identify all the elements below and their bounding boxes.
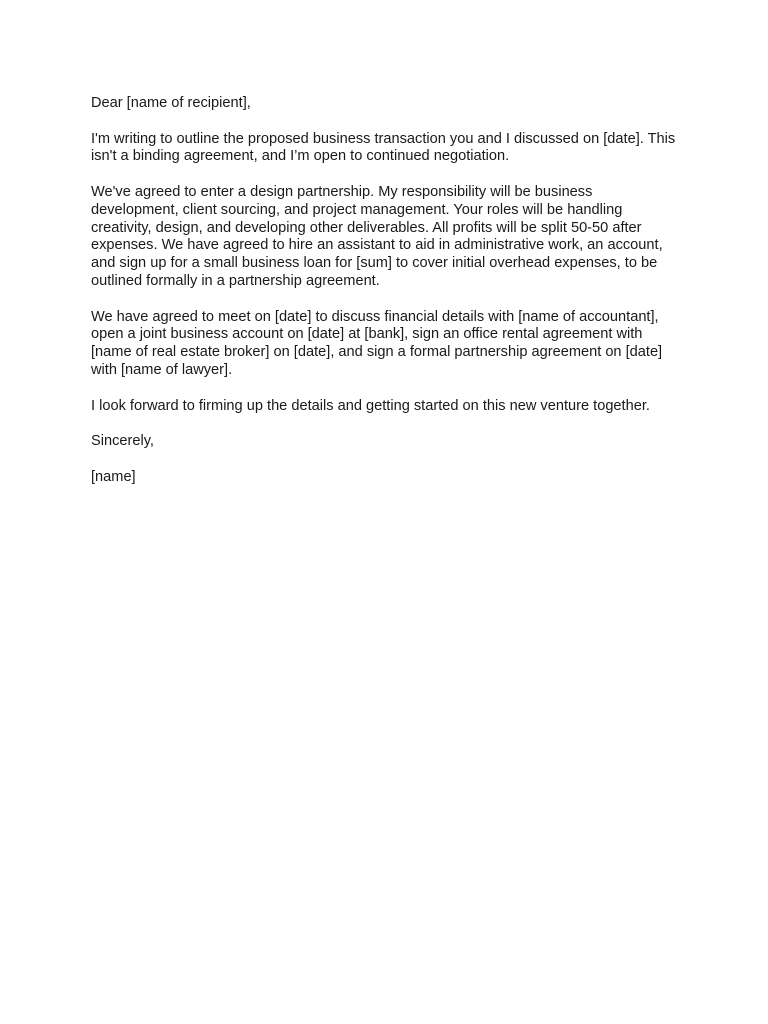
letter-signature: [name] xyxy=(91,468,136,485)
letter-paragraph-partnership: We've agreed to enter a design partnership. My responsibility will be business development, client sourcing, and project management. Your roles will be handling creativity, design, and developing other deliverables. All profits will be split 50-50 after expenses. We have agreed to hire an assistant to aid in administrative work, an account, and sign up for a small business loan for [sum] to cover initial overhead expenses, to be outlined formally in a partnership agreement. xyxy=(91,183,663,289)
letter-closing: Sincerely, xyxy=(91,433,154,450)
letter-body xyxy=(91,95,681,504)
letter-paragraph-closing-remark: I look forward to firming up the details and getting started on this new venture together. xyxy=(91,397,650,414)
letter-salutation: Dear [name of recipient], xyxy=(91,95,251,111)
letter-paragraph-intro: I'm writing to outline the proposed business transaction you and I discussed on [date]. This isn't a binding agreement, and I’m open to continued negotiation. xyxy=(91,130,676,165)
letter-paragraph-meetings: We have agreed to meet on [date] to discuss financial details with [name of accountant], open a joint business account on [date] at [bank], sign an office rental agreement with [name of real estate broker] on [date], and sign a formal partnership agreement on [date] with [name of lawyer]. xyxy=(91,308,663,378)
